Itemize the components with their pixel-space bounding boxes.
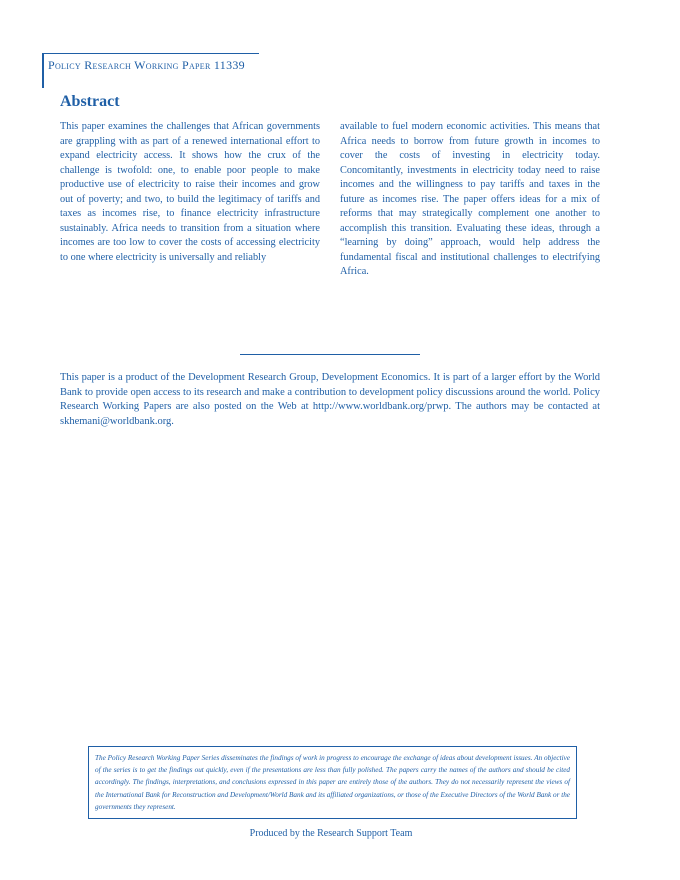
product-note bbox=[60, 371, 600, 429]
abstract-heading: Abstract bbox=[60, 93, 120, 110]
abstract-text-left: This paper examines the challenges that African governments are grappling with as part of a renewed international effort to expand electricity access. It shows how the crux of the challenge is twofold: one, to enable poor people to make productive use of electricity to raise their incomes and grow out of poverty; and two, to build the legitimacy of tariffs and taxes as incomes rise, to finance electricity infrastructure sustainably. Africa needs to transition from a situation where incomes are too low to cover the costs of accessing electricity to one where electricity is universally and reliably bbox=[60, 121, 320, 263]
product-note-text: This paper is a product of the Development Research Group, Development Economics. It is part of a larger effort by the World Bank to provide open access to its research and make a contribution to development policy discussions around the world. Policy Research Working Papers are also posted on the Web at http://www.worldbank.org/prwp. The authors may be contacted at skhemani@worldbank.org. bbox=[60, 372, 600, 427]
produced-by: Produced by the Research Support Team bbox=[249, 828, 413, 839]
series-disclaimer-text: The Policy Research Working Paper Series disseminates the findings of work in progress to encourage the exchange of ideas about development issues. An objective of the series is to get the findings out quickly, even if the presentations are less than fully polished. The papers carry the names of the authors and should be cited accordingly. The findings, interpretations, and conclusions expressed in this paper are entirely those of the authors. They do not necessarily represent the views of the International Bank for Reconstruction and Development/World Bank and its affiliated organizations, or those of the Executive Directors of the World Bank or the governments they represent. bbox=[95, 754, 570, 811]
series-title: Policy Research Working Paper 11339 bbox=[48, 58, 245, 72]
abstract-column-right bbox=[340, 120, 600, 280]
section-divider bbox=[240, 354, 420, 355]
abstract-text-right: available to fuel modern economic activities. This means that Africa needs to borrow from future growth in incomes to cover the costs of investing in electricity today. Concomitantly, investments in electricity today need to raise incomes and the willingness to pay tariffs and taxes in the future as incomes rise. The paper offers ideas for a mix of reforms that may strategically complement one another to accomplish this transition. Evaluating these ideas, through a “learning by doing” approach, would help address the fundamental fiscal and institutional challenges to electrifying Africa. bbox=[340, 121, 600, 277]
abstract-column-left bbox=[60, 120, 320, 265]
series-disclaimer-box bbox=[88, 746, 577, 819]
